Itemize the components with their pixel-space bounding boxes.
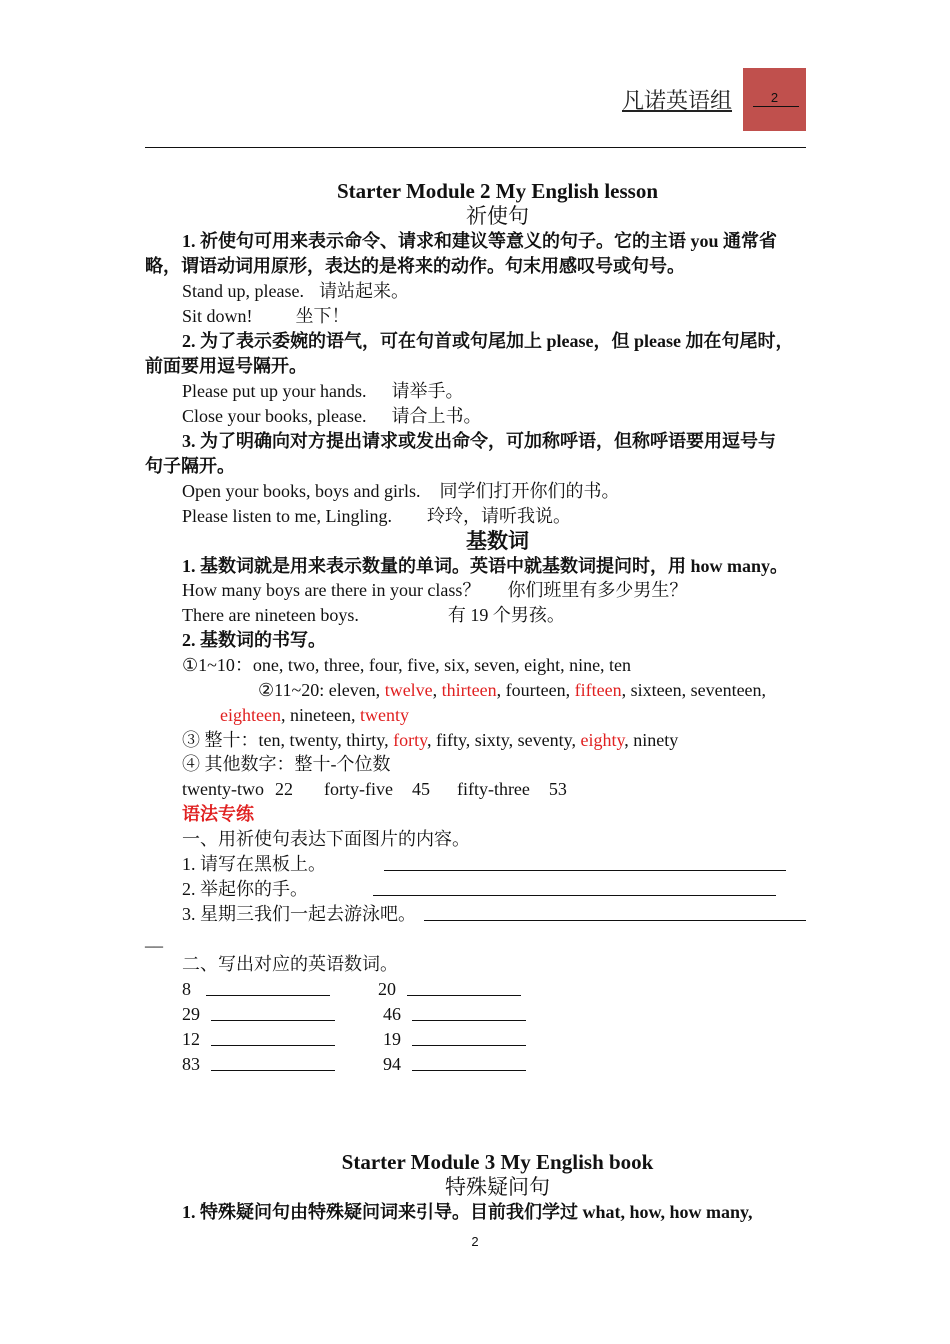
word-eighteen: eighteen [220, 705, 281, 725]
example-5-zh: 同学们打开你们的书。 [439, 481, 620, 501]
example-1-zh: 请站起来。 [318, 281, 409, 301]
cardinal-item-1: ①1~10：one, two, three, four, five, six, seven, eight, nine, ten [182, 655, 632, 675]
page-badge-underline [753, 106, 799, 107]
cardinal-rule1: 1. 基数词就是用来表示数量的单词。英语中就基数词提问时，用 how many。 [182, 556, 789, 576]
compound-c-word: fifty-three [456, 779, 530, 799]
number-item-20: 20 [378, 979, 396, 999]
word-nineteen: nineteen [289, 705, 351, 725]
exercise-q2-answer-blank[interactable] [373, 895, 776, 896]
number-blank-12[interactable] [211, 1045, 335, 1046]
imperative-example-6 [182, 504, 571, 528]
item-3-tail: ninety [633, 730, 679, 750]
word-eighty: eighty [580, 730, 625, 750]
number-item-12: 12 [182, 1029, 200, 1049]
cardinal-example-2-en: There are nineteen boys. [182, 605, 359, 625]
number-blank-29[interactable] [211, 1020, 335, 1021]
number-blank-8[interactable] [206, 995, 330, 996]
imperative-example-5 [182, 479, 619, 503]
word-fourteen: fourteen [505, 680, 566, 700]
example-2-zh: 坐下！ [295, 306, 350, 326]
compound-a-num: 22 [274, 779, 293, 799]
number-blank-94[interactable] [412, 1070, 526, 1071]
number-item-8: 8 [182, 979, 191, 999]
page-badge [743, 68, 806, 131]
item-3-prefix: ③ 整十：ten, twenty, thirty, [182, 730, 394, 750]
header-rule [145, 147, 806, 148]
example-3-en: Please put up your hands. [182, 381, 367, 401]
section1-title: Starter Module 2 My English lesson [336, 179, 659, 203]
cardinal-rule2: 2. 基数词的书写。 [182, 630, 326, 650]
exercise-heading: 语法专练 [182, 804, 254, 824]
cardinal-example-2 [182, 603, 565, 627]
imperative-rule3-a: 3. 为了明确向对方提出请求或发出命令，可加称呼语，但称呼语要用逗号与 [182, 431, 776, 451]
item-2-tail: sixteen, seventeen, [630, 680, 767, 700]
cardinal-example-1-zh: 你们班里有多少男生？ [507, 580, 688, 600]
word-fifteen: fifteen [574, 680, 622, 700]
number-item-83: 83 [182, 1054, 200, 1074]
cardinal-compound-examples [182, 777, 567, 801]
exercise-q3-answer-blank[interactable] [424, 920, 806, 921]
example-4-zh: 请合上书。 [391, 406, 482, 426]
cardinal-item-4: ④ 其他数字：整十-个位数 [182, 754, 391, 774]
cardinal-example-2-zh: 有 19 个男孩。 [447, 605, 565, 625]
exercise-q1: 1. 请写在黑板上。 [182, 854, 326, 874]
imperative-example-2 [182, 304, 350, 328]
word-twenty: twenty [359, 705, 409, 725]
number-blank-19[interactable] [412, 1045, 526, 1046]
example-5-en: Open your books, boys and girls. [182, 481, 421, 501]
exercise-q1-answer-blank[interactable] [384, 870, 786, 871]
imperative-heading: 祈使句 [466, 204, 529, 228]
example-6-zh: 玲玲，请听我说。 [426, 506, 571, 526]
word-forty: forty [393, 730, 427, 750]
exercise-q3: 3. 星期三我们一起去游泳吧。 [182, 904, 416, 924]
number-blank-83[interactable] [211, 1070, 335, 1071]
example-1-en: Stand up, please. [182, 281, 304, 301]
compound-a-word: twenty-two [182, 779, 264, 799]
example-3-zh: 请举手。 [391, 381, 464, 401]
number-item-94: 94 [383, 1054, 401, 1074]
word-twelve: twelve [384, 680, 433, 700]
imperative-rule2-b: 前面要用逗号隔开。 [145, 356, 307, 376]
cardinal-heading: 基数词 [466, 529, 529, 553]
exercise-part-1: 一、用祈使句表达下面图片的内容。 [182, 829, 470, 849]
cardinal-item-2: ②11~20: eleven, twelve, thirteen, fourteen, fifteen, sixteen, seventeen, [258, 680, 767, 700]
cardinal-item-2-cont: eighteen, nineteen, twenty [220, 705, 409, 725]
imperative-rule2-a: 2. 为了表示委婉的语气，可在句首或句尾加上 please，但 please 加在句尾时， [182, 331, 794, 351]
page-badge-number: 2 [770, 90, 779, 105]
example-2-en: Sit down! [182, 306, 253, 326]
cardinal-item-3: ③ 整十：ten, twenty, thirty, forty, fifty, sixty, seventy, eighty, ninety [182, 730, 679, 750]
compound-b-num: 45 [411, 779, 430, 799]
wh-question-rule1: 1. 特殊疑问句由特殊疑问词来引导。目前我们学过 what, how, how many, [182, 1202, 753, 1222]
number-item-29: 29 [182, 1004, 200, 1024]
footer-page-number: 2 [471, 1234, 479, 1249]
wh-question-heading: 特殊疑问句 [445, 1175, 550, 1199]
cardinal-example-1 [182, 578, 687, 602]
section2-title: Starter Module 3 My English book [341, 1150, 654, 1174]
item-3-mid: fifty, sixty, seventy, [435, 730, 581, 750]
imperative-rule1-a: 1. 祈使句可用来表示命令、请求和建议等意义的句子。它的主语 you 通常省 [182, 231, 778, 251]
cardinal-example-1-en: How many boys are there in your class？ [182, 580, 481, 600]
number-item-19: 19 [383, 1029, 401, 1049]
word-thirteen: thirteen [441, 680, 497, 700]
exercise-q3-tail: __ [145, 929, 163, 949]
exercise-part-2: 二、写出对应的英语数词。 [182, 954, 398, 974]
imperative-rule1-b: 略，谓语动词用原形，表达的是将来的动作。句末用感叹号或句号。 [145, 256, 685, 276]
compound-b-word: forty-five [323, 779, 393, 799]
example-4-en: Close your books, please. [182, 406, 367, 426]
imperative-rule3-b: 句子隔开。 [145, 456, 235, 476]
imperative-example-1 [182, 279, 409, 303]
number-blank-20[interactable] [407, 995, 521, 996]
number-blank-46[interactable] [412, 1020, 526, 1021]
exercise-q2: 2. 举起你的手。 [182, 879, 308, 899]
imperative-example-4 [182, 404, 481, 428]
compound-c-num: 53 [548, 779, 567, 799]
item-2-prefix: ②11~20: eleven, [258, 680, 385, 700]
imperative-example-3 [182, 379, 463, 403]
number-item-46: 46 [383, 1004, 401, 1024]
example-6-en: Please listen to me, Lingling. [182, 506, 392, 526]
header-org-name: 凡诺英语组 [622, 89, 733, 114]
